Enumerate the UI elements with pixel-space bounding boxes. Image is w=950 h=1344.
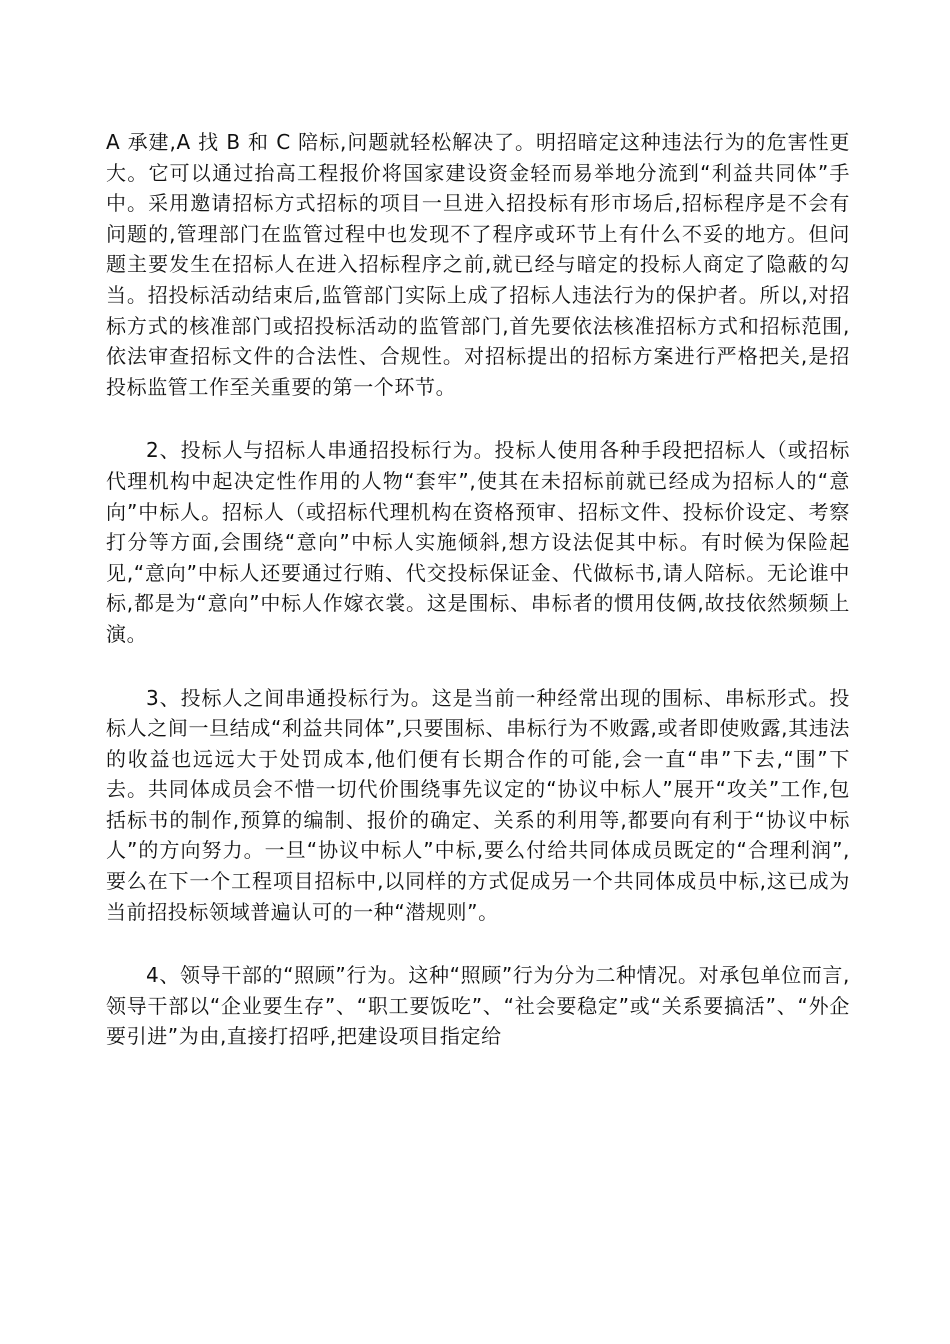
paragraph-item-2: 2、投标人与招标人串通招投标行为。投标人使用各种手段把招标人（或招标代理机构中起决定性作用的人物“套牢”,使其在未招标前就已经成为招标人的“意向”中标人。招标人（或招标代理机构在资格预审、招标文件、投标价设定、考察打分等方面,会围绕“意向”中标人实施倾斜,想方设法促其中标。有时候为保险起见,“意向”中标人还要通过行贿、代交投标保证金、代做标书,请人陪标。无论谁中标,都是为“意向”中标人作嫁衣裳。这是围标、串标者的惯用伎俩,故技依然频频上演。	[106, 438, 850, 646]
paragraph-gap	[106, 650, 850, 683]
paragraph-item-4: 4、领导干部的“照顾”行为。这种“照顾”行为分为二种情况。对承包单位而言,领导干部以“企业要生存”、“职工要饭吃”、“社会要稳定”或“关系要搞活”、“外企要引进”为由,直接打招呼,把建设项目指定给	[106, 963, 850, 1049]
paragraph-item-3: 3、投标人之间串通投标行为。这是当前一种经常出现的围标、串标形式。投标人之间一旦结成“利益共同体”,只要围标、串标行为不败露,或者即使败露,其违法的收益也远远大于处罚成本,他们便有长期合作的可能,会一直“串”下去,“围”下去。共同体成员会不惜一切代价围绕事先议定的“协议中标人”展开“攻关”工作,包括标书的制作,预算的编制、报价的确定、关系的利用等,都要向有利于“协议中标人”的方向努力。一旦“协议中标人”中标,要么付给共同体成员既定的“合理利润”,要么在下一个工程项目招标中,以同样的方式促成另一个共同体成员中标,这已成为当前招投标领域普遍认可的一种“潜规则”。	[106, 685, 850, 924]
document-body	[106, 127, 850, 1052]
paragraph-gap	[106, 927, 850, 960]
paragraph-gap	[106, 402, 850, 435]
paragraph-continuation: A 承建,A 找 B 和 C 陪标,问题就轻松解决了。明招暗定这种违法行为的危害性更大。它可以通过抬高工程报价将国家建设资金轻而易举地分流到“利益共同体”手中。采用邀请招标方式招标的项目一旦进入招投标有形市场后,招标程序是不会有问题的,管理部门在监管过程中也发现不了程序或环节上有什么不妥的地方。但问题主要发生在招标人在进入招标程序之前,就已经与暗定的投标人商定了隐蔽的勾当。招投标活动结束后,监管部门实际上成了招标人违法行为的保护者。所以,对招标方式的核准部门或招投标活动的监管部门,首先要依法核准招标方式和招标范围,依法审查招标文件的合法性、合规性。对招标提出的招标方案进行严格把关,是招投标监管工作至关重要的第一个环节。	[106, 130, 850, 399]
